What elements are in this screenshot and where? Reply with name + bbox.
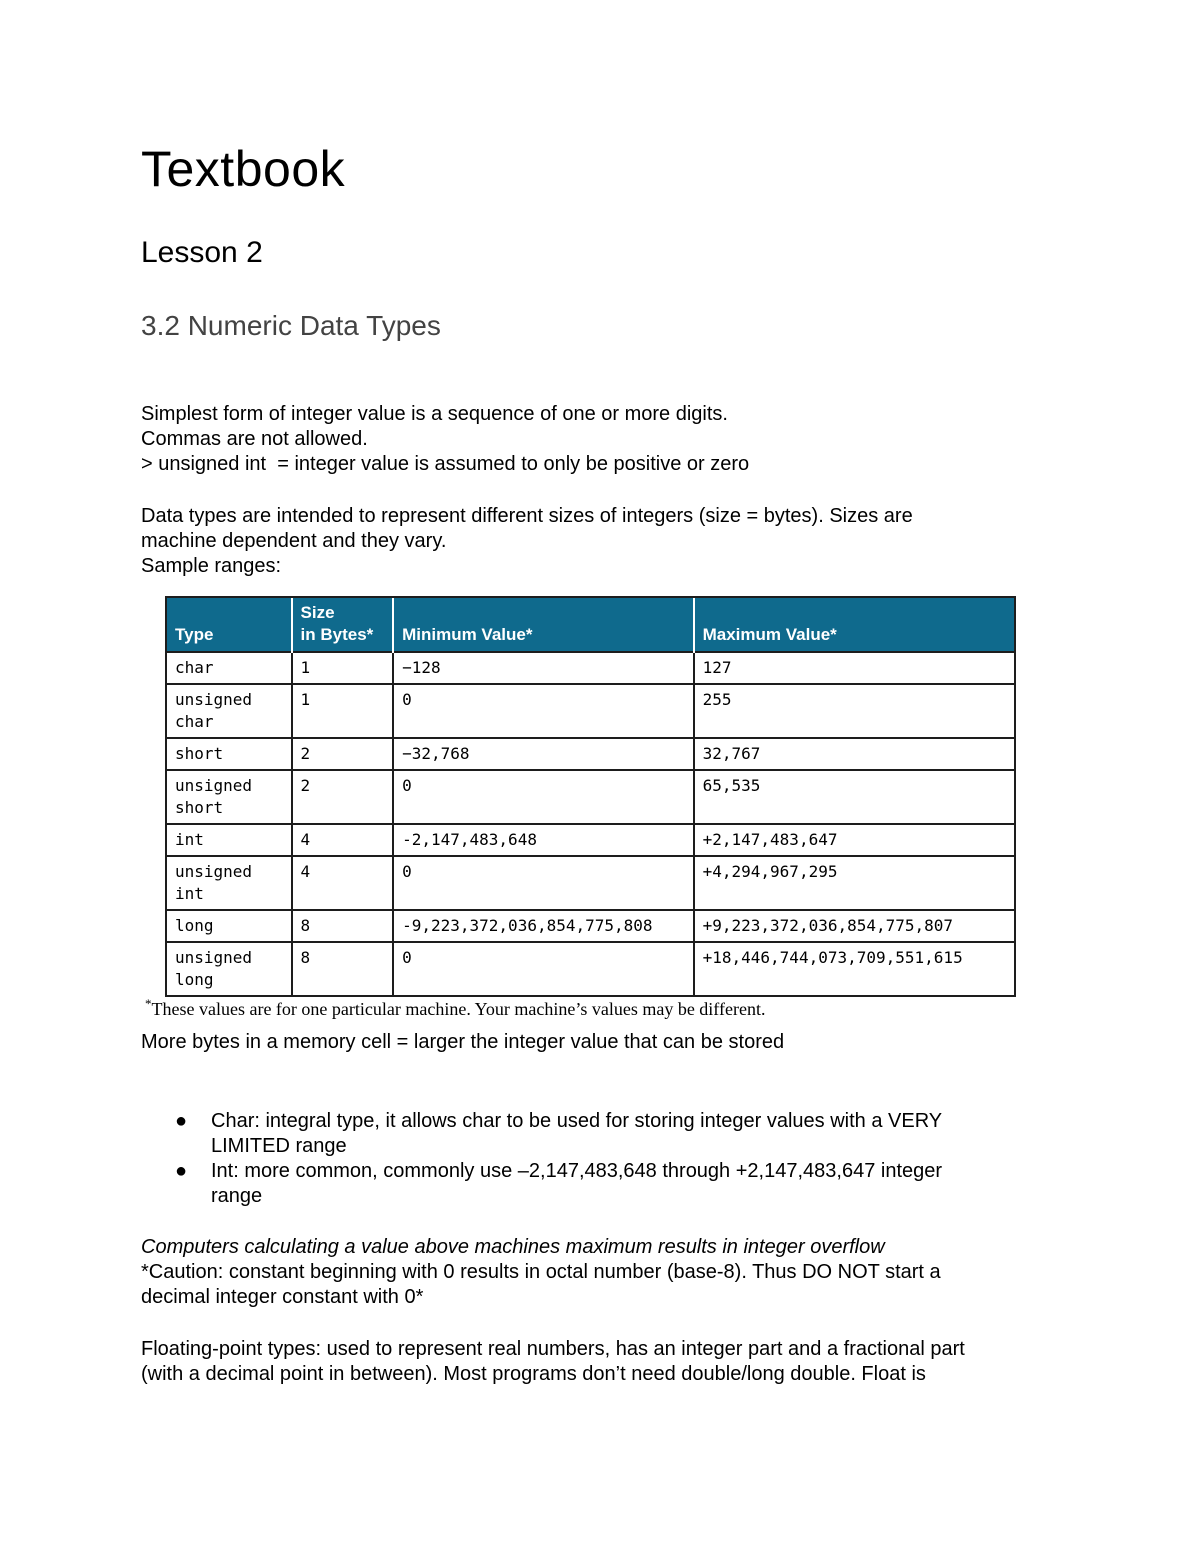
header-type: Type [166, 597, 292, 652]
header-min: Minimum Value* [393, 597, 694, 652]
footnote-text: These values are for one particular machine. Your machine’s values may be different. [151, 999, 766, 1019]
table-row [166, 856, 1015, 910]
cell-type: unsigned short [166, 770, 292, 824]
table-row [166, 910, 1015, 942]
cell-min: 0 [393, 942, 694, 996]
cell-min: 0 [393, 856, 694, 910]
cell-max: +4,294,967,295 [694, 856, 1015, 910]
header-size [292, 597, 394, 652]
section-heading: 3.2 Numeric Data Types [141, 310, 441, 341]
lesson-heading: Lesson 2 [141, 236, 263, 269]
list-item [169, 1109, 1009, 1159]
cell-type: long [166, 910, 292, 942]
caution-line: *Caution: constant beginning with 0 results in octal number (base-8). Thus DO NOT start a [141, 1261, 941, 1283]
cell-max: +18,446,744,073,709,551,615 [694, 942, 1015, 996]
header-max: Maximum Value* [694, 597, 1015, 652]
cell-max: +9,223,372,036,854,775,807 [694, 910, 1015, 942]
table-header-row [166, 597, 1015, 652]
list-item [169, 1159, 1009, 1209]
cell-type: char [166, 652, 292, 684]
footnote-mark: * [145, 996, 152, 1011]
overflow-paragraph [141, 1235, 1041, 1310]
cell-min: −32,768 [393, 738, 694, 770]
datatypes-paragraph [141, 504, 1041, 579]
cell-size: 2 [292, 770, 394, 824]
cell-size: 1 [292, 684, 394, 738]
cell-size: 2 [292, 738, 394, 770]
cell-size: 4 [292, 824, 394, 856]
table-row [166, 942, 1015, 996]
table-row [166, 652, 1015, 684]
intro-line: Commas are not allowed. [141, 428, 368, 450]
datatypes-line: Data types are intended to represent different sizes of integers (size = bytes). Sizes are [141, 505, 913, 527]
header-size-label: Size in Bytes* [300, 603, 374, 644]
bullet-text: Char: integral type, it allows char to be used for storing integer values with a VERY LIMITED range [211, 1110, 943, 1157]
cell-min: 0 [393, 684, 694, 738]
cell-max: +2,147,483,647 [694, 824, 1015, 856]
bullet-dot-icon: ● [175, 1160, 188, 1182]
caution-line: decimal integer constant with 0* [141, 1286, 424, 1308]
cell-max: 127 [694, 652, 1015, 684]
cell-type: unsigned long [166, 942, 292, 996]
cell-type: short [166, 738, 292, 770]
table-row [166, 684, 1015, 738]
integer-ranges-table [165, 596, 1016, 997]
more-bytes-line: More bytes in a memory cell = larger the integer value that can be stored [141, 1031, 785, 1053]
cell-type: unsigned char [166, 684, 292, 738]
cell-type: int [166, 824, 292, 856]
table-row [166, 738, 1015, 770]
datatypes-line: Sample ranges: [141, 555, 282, 577]
floating-paragraph [141, 1337, 1041, 1387]
cell-min: -9,223,372,036,854,775,808 [393, 910, 694, 942]
intro-paragraph [141, 402, 1041, 477]
cell-max: 65,535 [694, 770, 1015, 824]
floating-line: Floating-point types: used to represent real numbers, has an integer part and a fractional part [141, 1338, 965, 1360]
floating-line: (with a decimal point in between). Most programs don’t need double/long double. Float is [141, 1363, 926, 1385]
cell-size: 8 [292, 910, 394, 942]
bullet-list [169, 1109, 1009, 1209]
cell-type: unsigned int [166, 856, 292, 910]
ranges-table-wrapper [165, 596, 1016, 997]
cell-size: 8 [292, 942, 394, 996]
document-title: Textbook [141, 141, 346, 197]
cell-max: 255 [694, 684, 1015, 738]
bullet-dot-icon: ● [175, 1110, 188, 1132]
cell-min: −128 [393, 652, 694, 684]
table-row [166, 770, 1015, 824]
intro-line: > unsigned int = integer value is assumed to only be positive or zero [141, 453, 750, 475]
datatypes-line: machine dependent and they vary. [141, 530, 447, 552]
cell-min: -2,147,483,648 [393, 824, 694, 856]
cell-size: 1 [292, 652, 394, 684]
cell-size: 4 [292, 856, 394, 910]
more-bytes-paragraph [141, 1030, 1041, 1055]
table-row [166, 824, 1015, 856]
cell-max: 32,767 [694, 738, 1015, 770]
bullet-text: Int: more common, commonly use –2,147,483,648 through +2,147,483,647 integer range [211, 1160, 943, 1207]
overflow-note: Computers calculating a value above machines maximum results in integer overflow [141, 1236, 885, 1258]
table-footnote [145, 996, 765, 1020]
intro-line: Simplest form of integer value is a sequence of one or more digits. [141, 403, 728, 425]
cell-min: 0 [393, 770, 694, 824]
